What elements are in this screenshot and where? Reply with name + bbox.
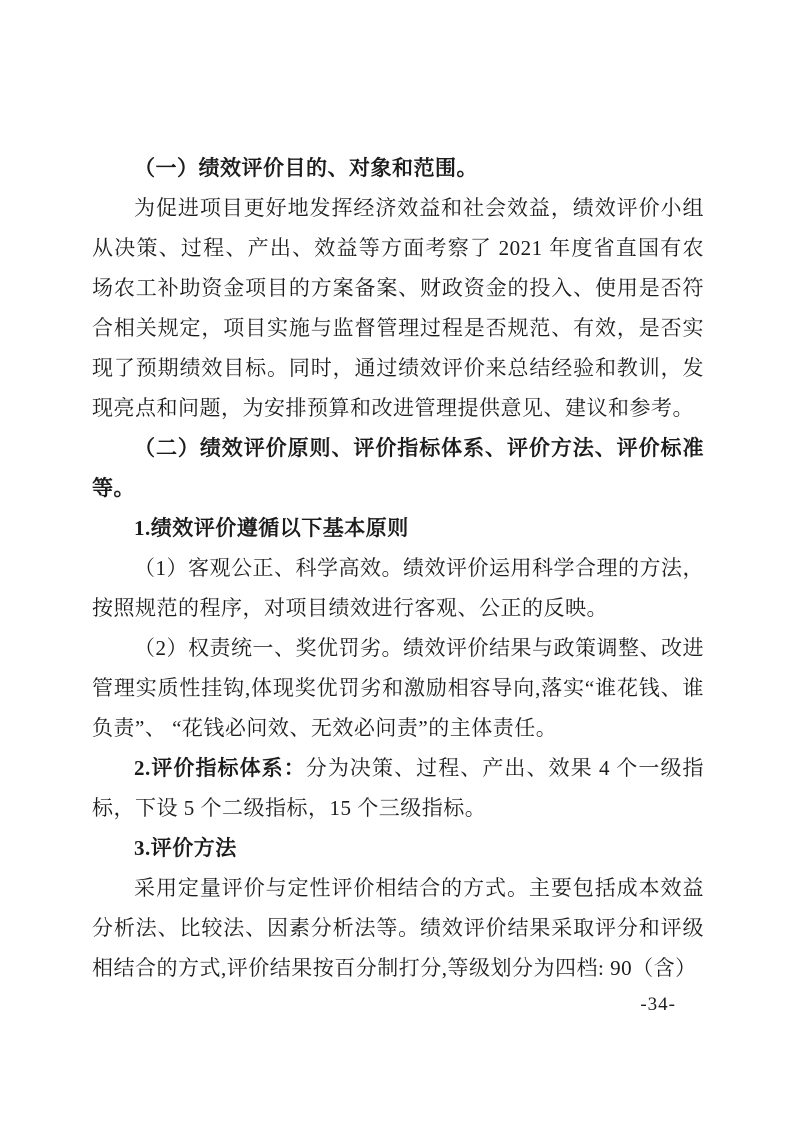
principle-2-paragraph: （2）权责统一、奖优罚劣。绩效评价结果与政策调整、改进管理实质性挂钩,体现奖优罚劣和激励相容导向,落实“谁花钱、谁负责”、 “花钱必问效、无效必问责”的主体责任。 bbox=[92, 636, 704, 740]
indicator-system-paragraph bbox=[92, 748, 704, 828]
section-1-paragraph: 为促进项目更好地发挥经济效益和社会效益，绩效评价小组从决策、过程、产出、效益等方面考察了 2021 年度省直国有农场农工补助资金项目的方案备案、财政资金的投入、使用是否符合相关规定，项目实施与监督管理过程是否规范、有效，是否实现了预期绩效目标。同时，通过绩效评价来总结经验和教训，发现亮点和问题，为安排预算和改进管理提供意见、建议和参考。 bbox=[92, 196, 704, 420]
principle-1-paragraph: （1）客观公正、科学高效。绩效评价运用科学合理的方法，按照规范的程序，对项目绩效进行客观、公正的反映。 bbox=[92, 556, 704, 620]
indicator-system-rest: 分为决策、过程、产出、效果 4 个一级指标，下设 5 个二级指标，15 个三级指标。 bbox=[92, 756, 705, 820]
method-subheading: 3.评价方法 bbox=[134, 836, 237, 860]
method-paragraph: 采用定量评价与定性评价相结合的方式。主要包括成本效益分析法、比较法、因素分析法等。绩效评价结果采取评分和评级相结合的方式,评价结果按百分制打分,等级划分为四档: 90（含） bbox=[92, 876, 704, 980]
indicator-system-lead: 2.评价指标体系： bbox=[134, 756, 306, 780]
section-2-heading: （二）绩效评价原则、评价指标体系、评价方法、评价标准等。 bbox=[92, 436, 704, 500]
document-content bbox=[92, 148, 704, 988]
principles-subheading: 1.绩效评价遵循以下基本原则 bbox=[134, 516, 409, 540]
section-1-heading: （一）绩效评价目的、对象和范围。 bbox=[134, 156, 478, 180]
page-number: -34- bbox=[640, 994, 676, 1015]
